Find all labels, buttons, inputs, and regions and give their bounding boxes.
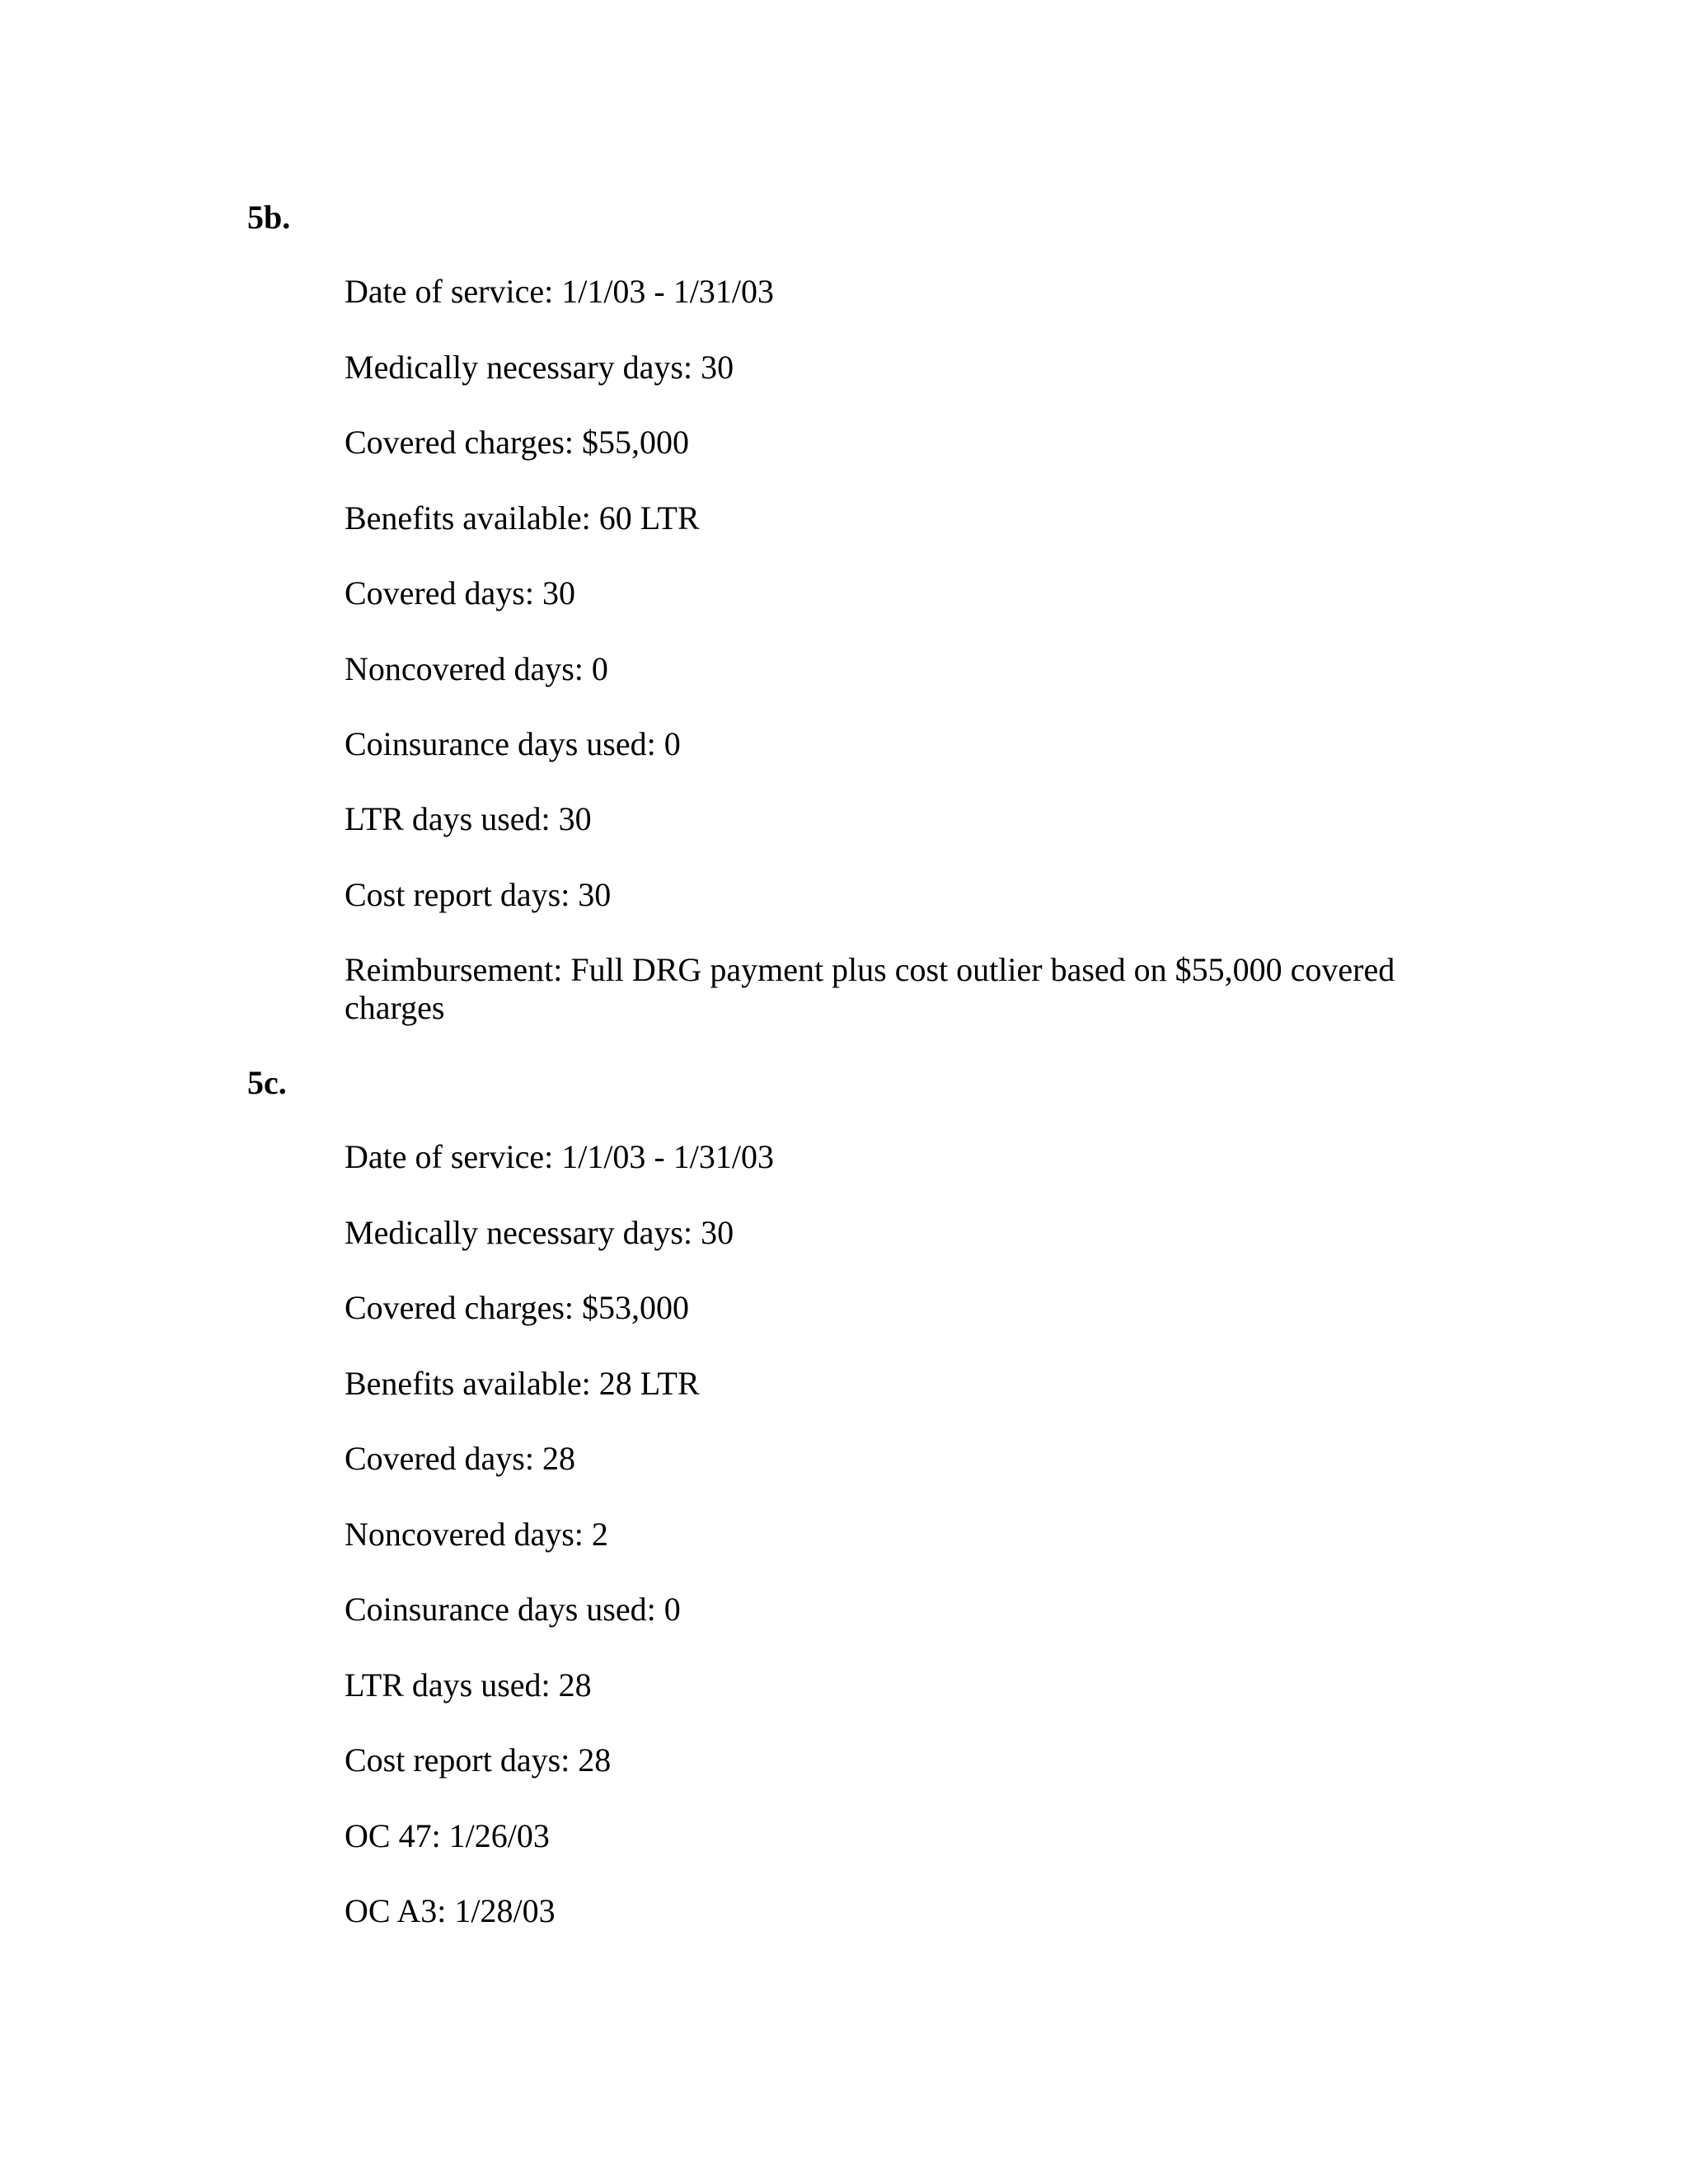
5b-cost-report-days: Cost report days: 30 <box>345 876 612 913</box>
5c-coinsurance-days-used: Coinsurance days used: 0 <box>345 1591 681 1628</box>
5c-cost-report-days: Cost report days: 28 <box>345 1741 612 1779</box>
5c-oc-47: OC 47: 1/26/03 <box>345 1817 550 1854</box>
5c-covered-days: Covered days: 28 <box>345 1440 575 1477</box>
5b-benefits-available: Benefits available: 60 LTR <box>345 499 700 537</box>
5b-ltr-days-used: LTR days used: 30 <box>345 800 592 837</box>
section-heading-5c: 5c. <box>247 1064 287 1101</box>
5b-coinsurance-days-used: Coinsurance days used: 0 <box>345 725 681 762</box>
5b-reimbursement: Reimbursement: Full DRG payment plus cost outlier based on $55,000 covered charges <box>345 951 1395 1026</box>
5c-oc-a3: OC A3: 1/28/03 <box>345 1892 556 1929</box>
5c-medically-necessary-days: Medically necessary days: 30 <box>345 1214 734 1251</box>
5c-noncovered-days: Noncovered days: 2 <box>345 1516 608 1553</box>
5c-covered-charges: Covered charges: $53,000 <box>345 1289 690 1326</box>
5c-ltr-days-used: LTR days used: 28 <box>345 1666 592 1704</box>
5c-benefits-available: Benefits available: 28 LTR <box>345 1365 700 1402</box>
5b-date-of-service: Date of service: 1/1/03 - 1/31/03 <box>345 273 774 310</box>
5b-noncovered-days: Noncovered days: 0 <box>345 650 608 687</box>
5b-medically-necessary-days: Medically necessary days: 30 <box>345 349 734 386</box>
5c-date-of-service: Date of service: 1/1/03 - 1/31/03 <box>345 1138 774 1175</box>
section-heading-5b: 5b. <box>247 199 291 236</box>
5b-covered-charges: Covered charges: $55,000 <box>345 424 690 461</box>
5b-covered-days: Covered days: 30 <box>345 574 575 612</box>
